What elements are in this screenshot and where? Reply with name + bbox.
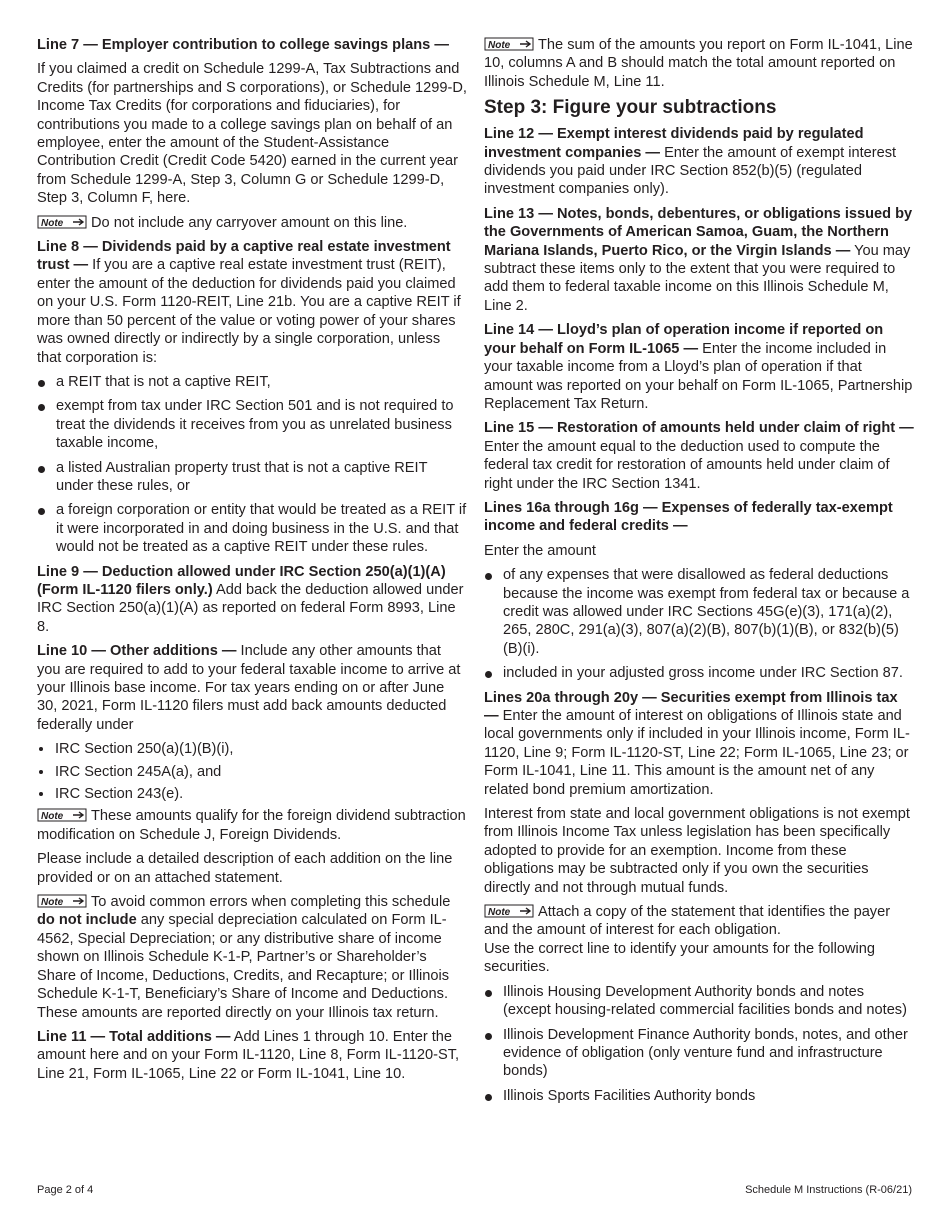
line7-heading: Line 7 — Employer contribution to college savings plans —: [37, 37, 449, 53]
note-label: Note: [488, 40, 511, 51]
line12-body: Enter the amount of exempt interest dividends you paid under IRC Section 852(b)(5) (regulated investment companies only).: [484, 144, 897, 198]
line7-body: If you claimed a credit on Schedule 1299-A, Tax Subtractions and Credits (for partnerships and S corporations), or Schedule 1299-D, Income Tax Credits (for corporations and fiduciaries), for contributions you made to a college savings plan on behalf of an employee, enter the amount of the Student-Assistance Contribution Credit (Credit Code 5420) earned in the current year from Schedule 1299-A, Step 3, Column G or Schedule 1299-D, Step 3, Column F, here.: [37, 61, 467, 207]
line15-heading: Line 15 — Restoration of amounts held under claim of right —: [484, 420, 914, 437]
list-item: a REIT that is not a captive REIT,: [37, 373, 468, 391]
line15-body: Enter the amount equal to the deduction used to compute the federal tax credit for restoration of amounts held under claim of right under the IRC Section 1341.: [484, 438, 890, 492]
list-item: Illinois Housing Development Authority bonds and notes (except housing-related commercial facilities bonds and notes): [484, 983, 914, 1020]
line16-heading: Lines 16a through 16g — Expenses of federally tax-exempt income and federal credits —: [484, 499, 893, 535]
line8-bullet-list: [37, 373, 468, 557]
line10-body: Include any other amounts that you are required to add to your federal taxable income to arrive at your Illinois base income. For tax years ending on or after June 30, 2021, Form IL-1120 filers must add back amounts deducted federally under: [37, 643, 461, 733]
line10-heading: Line 10 — Other additions —: [37, 643, 237, 660]
line14-heading: Line 14 — Lloyd’s plan of operation income if reported on your behalf on Form IL-1065 —: [484, 322, 884, 357]
line11-paragraph: [37, 1028, 468, 1083]
note-icon: [37, 894, 87, 908]
note-label: Note: [41, 811, 64, 823]
line11-heading: Line 11 — Total additions —: [37, 1028, 231, 1045]
line16-intro: Enter the amount: [484, 542, 596, 559]
list-item: Illinois Sports Facilities Authority bonds: [484, 1087, 914, 1105]
list-item: exempt from tax under IRC Section 501 and is not required to treat the dividends it receives from you as unrelated business taxable income,: [37, 397, 468, 452]
line20-paragraph: [484, 689, 914, 799]
footer-form-name: Schedule M Instructions (R-06/21): [745, 1184, 912, 1196]
left-column: [37, 36, 468, 1089]
line20-note-text: Attach a copy of the statement that identifies the payer and the amount of interest for each obligation.: [484, 904, 891, 939]
line20-body: Enter the amount of interest on obligations of Illinois state and local governments only if included in your Illinois income, Form IL-1120, Line 9; Form IL-1120-ST, Line 22; Form IL-1065, Line 23; or Form IL-1041, Line 11. This amount is the amount net of any related bond premium amortization.: [484, 708, 910, 798]
note-icon: [37, 215, 87, 229]
line7-note: [37, 214, 468, 232]
line16-bullet-list: [484, 566, 914, 682]
list-item: IRC Section 243(e).: [37, 785, 468, 803]
list-item: of any expenses that were disallowed as federal deductions because the income was exempt from federal tax or because a credit was allowed under IRC Sections 45G(e)(3), 171(a)(2), 265, 280C, 291(a)(3), 807(a)(2)(B), 807(b)(1)(B), or 832(b)(5)(B)(i).: [484, 566, 914, 658]
line9-paragraph: [37, 563, 468, 637]
line12-heading: Line 12 — Exempt interest dividends paid by regulated investment companies —: [484, 126, 864, 161]
list-item: a foreign corporation or entity that would be treated as a REIT if it were incorporated in and doing business in the U.S. and that would not be treated as a captive REIT under these rules.: [37, 501, 468, 556]
line20-bullet-list: [484, 983, 914, 1105]
footer-page-number: Page 2 of 4: [37, 1184, 94, 1196]
line10-para2: Please include a detailed description of each addition on the line provided or on an attached statement.: [37, 851, 453, 886]
list-item: included in your adjusted gross income under IRC Section 87.: [484, 664, 914, 682]
right-column: [484, 36, 914, 1111]
line10-bullet-list: [37, 740, 468, 803]
note-icon: [484, 904, 534, 918]
line14-paragraph: [484, 321, 914, 413]
list-item: a listed Australian property trust that is not a captive REIT under these rules, or: [37, 459, 468, 496]
line10-note-text: These amounts qualify for the foreign dividend subtraction modification on Schedule J, Foreign Dividends.: [37, 808, 466, 843]
line7-note-text: Do not include any carryover amount on this line.: [91, 214, 408, 231]
note-icon: [37, 808, 87, 822]
line8-heading: Line 8 — Dividends paid by a captive real estate investment trust —: [37, 239, 451, 274]
note-label: Note: [488, 907, 511, 919]
line10-note: [37, 807, 468, 844]
line10-note2-before: To avoid common errors when completing this schedule: [91, 894, 451, 911]
note-icon: [484, 37, 534, 51]
line10-note2-bold: do not include: [37, 912, 137, 929]
top-note-text: The sum of the amounts you report on Form IL-1041, Line 10, columns A and B should match the total amount reported on Illinois Schedule M, Line 11.: [484, 37, 913, 90]
line13-heading: Line 13 — Notes, bonds, debentures, or obligations issued by the Governments of American Samoa, Guam, the Northern Mariana Islands, Puerto Rico, or the Virgin Islands —: [484, 205, 913, 259]
list-item: IRC Section 245A(a), and: [37, 763, 468, 781]
line20-note: [484, 903, 914, 940]
line15-paragraph: [484, 419, 914, 493]
top-note: [484, 36, 914, 91]
line12-paragraph: [484, 125, 914, 199]
line20-heading: Lines 20a through 20y — Securities exempt from Illinois tax —: [484, 689, 898, 724]
line14-body: Enter the income included in your taxable income from a Lloyd’s plan of operation if that amount was reported on your behalf on Form IL-1065, Partnership Replacement Tax Return.: [484, 340, 913, 412]
note-label: Note: [41, 897, 64, 909]
line10-note2-after: any special depreciation calculated on Form IL-4562, Special Depreciation; or any distributive share of income shown on Illinois Schedule K-1-P, Partner’s or Shareholder’s Share of Income, Deductions, Credits, and Recapture; or Illinois Schedule K-1-T, Beneficiary’s Share of Income and Deductions. These amounts are reported directly on your Illinois tax return.: [37, 912, 450, 1021]
line20-para2: Interest from state and local government obligations is not exempt from Illinois Income Tax unless legislation has been specifically adopted to provide for an exemption. Income from these obligations may be subtracted only if you own the securities directly and not through mutual funds.: [484, 806, 910, 896]
line9-heading: Line 9 — Deduction allowed under IRC Section 250(a)(1)(A) (Form IL-1120 filers only.): [37, 563, 446, 598]
line11-body: Add Lines 1 through 10. Enter the amount here and on your Form IL-1120, Line 8, Form IL-1120-ST, Line 21, Form IL-1065, Line 22 or Form IL-1041, Line 10.: [37, 1028, 460, 1082]
line10-paragraph: [37, 642, 468, 734]
line13-paragraph: [484, 205, 914, 315]
list-item: IRC Section 250(a)(1)(B)(i),: [37, 740, 468, 758]
note-label: Note: [41, 217, 64, 229]
line10-note2: [37, 893, 468, 1022]
step3-heading: Step 3: Figure your subtractions: [484, 97, 777, 119]
list-item: Illinois Development Finance Authority bonds, notes, and other evidence of obligation (only venture fund and infrastructure bonds): [484, 1026, 914, 1081]
line8-paragraph: [37, 238, 468, 367]
line13-body: You may subtract these items only to the extent that you were required to add them to federal taxable income on this Illinois Schedule M, Line 2.: [484, 242, 911, 314]
line20-para3: Use the correct line to identify your amounts for the following securities.: [484, 940, 875, 976]
line9-body: Add back the deduction allowed under IRC Section 250(a)(1)(A) as reported on federal Form 8993, Line 8.: [37, 581, 464, 635]
line8-body: If you are a captive real estate investment trust (REIT), enter the amount of the deduction for dividends paid you claimed on your U.S. Form 1120-REIT, Line 21b. You are a captive REIT if more than 50 percent of the value or voting power of your shares was owned directly or indirectly by a single corporation, unless that corporation is:: [37, 257, 461, 366]
